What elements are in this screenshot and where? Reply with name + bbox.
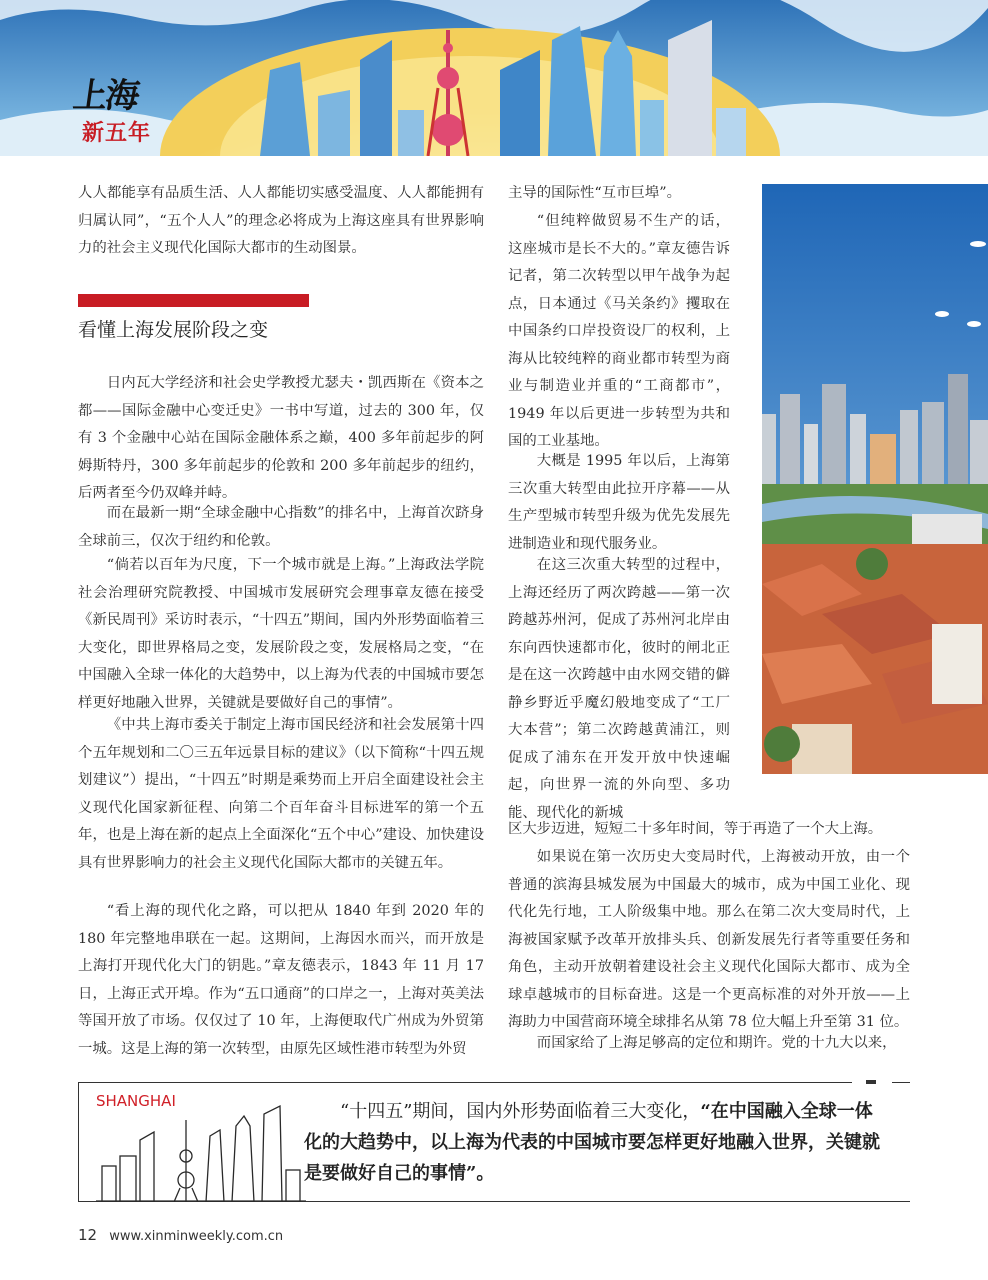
right-paragraph: “但纯粹做贸易不生产的话，这座城市是长不大的。”章友德告诉记者，第二次转型以甲午战争为起点，日本通过《马关条约》攫取在中国条约口岸投资设厂的权利，上海从比较纯粹的商业都市转型为商业与制造业并重的“工商都市”，1949 年以后更进一步转型为共和国的工业基地。 bbox=[508, 213, 730, 449]
quote-callout bbox=[78, 1082, 910, 1202]
city-aerial-photo bbox=[762, 184, 988, 774]
callout-quote: “在中国融入全球一体化的大趋势中，以上海为代表的中国城市要怎样更好地融入世界，关键就是要做好自己的事情”。 bbox=[304, 1101, 880, 1184]
right-paragraph: 大概是 1995 年以后，上海第三次重大转型由此拉开序幕——从生产型城市转型升级为优先发展先进制造业和现代服务业。 bbox=[508, 453, 730, 552]
page-footer bbox=[78, 1226, 283, 1244]
left-paragraph: 而在最新一期“全球金融中心指数”的排名中，上海首次跻身全球前三，仅次于纽约和伦敦。 bbox=[78, 505, 484, 549]
section-divider bbox=[78, 294, 309, 307]
wide-paragraph: 如果说在第一次历史大变局时代，上海被动开放，由一个普通的滨海县城发展为中国最大的城市，成为中国工业化、现代化先行地，工人阶级集中地。那么在第二次大变局时代，上海被国家赋予改革开放排头兵、创新发展先行者等重要任务和角色，主动开放朝着建设社会主义现代化国际大都市、成为全球卓越城市的目标奋进。这是一个更高标准的对外开放——上海助力中国营商环境全球排名从第 78 位大幅上升至第 31 位。 bbox=[508, 849, 910, 1030]
section-heading: 看懂上海发展阶段之变 bbox=[78, 319, 269, 341]
header-title: 上海 bbox=[70, 76, 141, 116]
city-line-drawing-icon bbox=[96, 1096, 306, 1202]
intro-paragraph: 人人都能享有品质生活、人人都能切实感受温度、人人都能拥有归属认同”，“五个人人”的理念必将成为上海这座具有世界影响力的社会主义现代化国际大都市的生动图景。 bbox=[78, 185, 484, 256]
wide-paragraph: 而国家给了上海足够高的定位和期许。党的十九大以来， bbox=[536, 1035, 897, 1051]
right-paragraph: 主导的国际性“互市巨埠”。 bbox=[508, 185, 682, 201]
header-subtitle: 新五年 bbox=[82, 121, 152, 146]
photo-illustration bbox=[762, 184, 988, 774]
left-paragraph: 《中共上海市委关于制定上海市国民经济和社会发展第十四个五年规划和二〇三五年远景目标的建议》（以下简称“十四五规划建议”）提出，“十四五”时期是乘势而上开启全面建设社会主义现代化国家新征程、向第二个百年奋斗目标进军的第一个五年，也是上海在新的起点上全面深化“五个中心”建设、加快建设具有世界影响力的社会主义现代化国际大都市的关键五年。 bbox=[78, 717, 484, 871]
page-number: 12 bbox=[78, 1226, 98, 1244]
callout-text bbox=[304, 1096, 886, 1189]
callout-frame-dash bbox=[866, 1080, 876, 1084]
callout-lead: “十四五”期间，国内外形势面临着三大变化， bbox=[340, 1101, 701, 1122]
left-paragraph: “看上海的现代化之路，可以把从 1840 年到 2020 年的 180 年完整地串联在一起。这期间，上海因水而兴，而开放是上海打开现代化大门的钥匙。”章友德表示，1843 年 11 月 17 日，上海正式开埠。作为“五口通商”的口岸之一，上海对英美法等国开放了市场。仅仅过了 10 年，上海便取代广州成为外贸第一城。这是上海的第一次转型，由原先区域性港市转型为外贸 bbox=[78, 903, 484, 1057]
footer-url[interactable]: www.xinminweekly.com.cn bbox=[109, 1229, 284, 1244]
wide-paragraph: 区大步迈进，短短二十多年时间，等于再造了一个大上海。 bbox=[508, 821, 883, 837]
callout-label: SHANGHAI bbox=[96, 1092, 176, 1110]
left-paragraph: 日内瓦大学经济和社会史学教授尤瑟夫・凯西斯在《资本之都——国际金融中心变迁史》一书中写道，过去的 300 年，仅有 3 个金融中心站在国际金融体系之巅，400 多年前起步的阿姆斯特丹，300 多年前起步的伦敦和 200 多年前起步的纽约，后两者至今仍双峰并峙。 bbox=[78, 375, 484, 501]
left-paragraph: “倘若以百年为尺度，下一个城市就是上海。”上海政法学院社会治理研究院教授、中国城市发展研究会理事章友德在接受《新民周刊》采访时表示，“十四五”期间，国内外形势面临着三大变化，即世界格局之变，发展阶段之变，发展格局之变，“在中国融入全球一体化的大趋势中，以上海为代表的中国城市要怎样更好地融入世界，关键就是要做好自己的事情”。 bbox=[78, 557, 484, 711]
right-paragraph: 在这三次重大转型的过程中，上海还经历了两次跨越——第一次跨越苏州河，促成了苏州河北岸由东向西快速都市化，彼时的闸北正是在这一次跨越中由水网交错的僻静乡野近乎魔幻般地变成了“工厂大本营”；第二次跨越黄浦江，则促成了浦东在开发开放中快速崛起，向世界一流的外向型、多功能、现代化的新城 bbox=[508, 557, 730, 821]
